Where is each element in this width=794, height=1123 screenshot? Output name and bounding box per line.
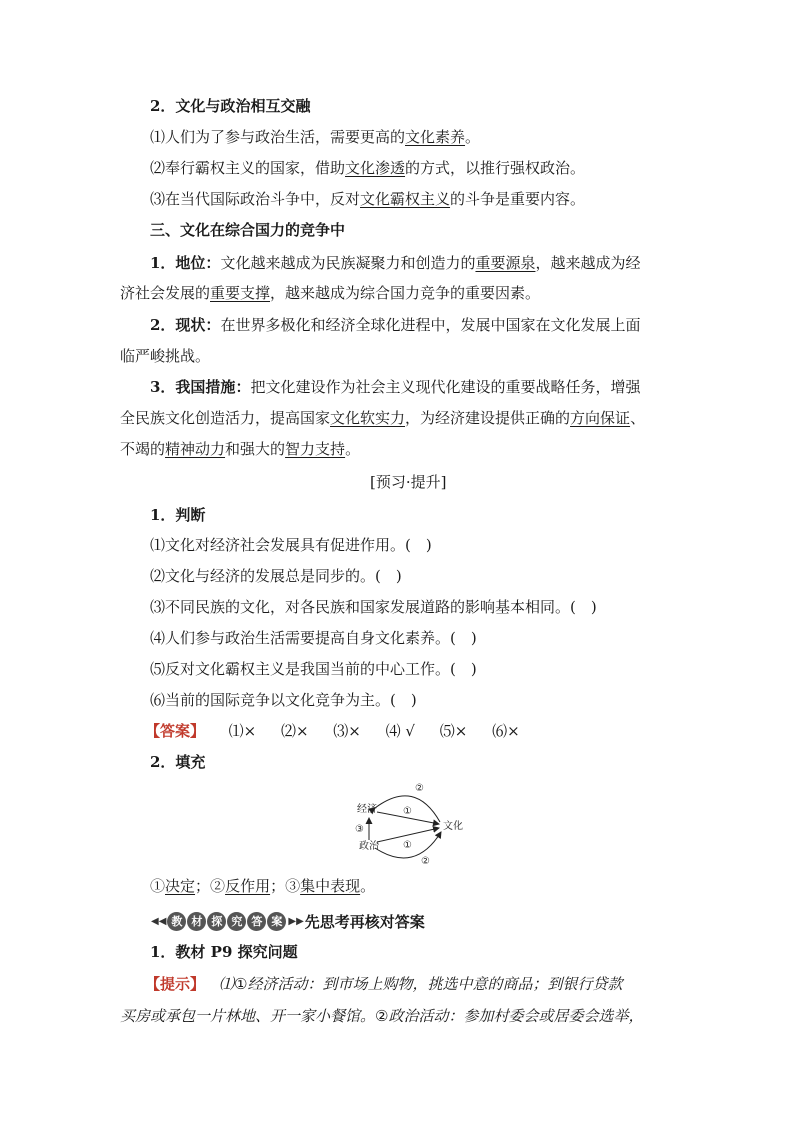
diagram-label-c2: ② <box>415 783 424 794</box>
banner-badge: 案 <box>267 912 286 931</box>
preview-title: [预习·提升] <box>370 473 447 491</box>
judge-item: ⑷人们参与政治生活需要提高自身文化素养。( ) <box>150 629 477 647</box>
banner-badge: 材 <box>187 912 206 931</box>
answer-item: ⑶× <box>333 722 361 740</box>
paragraph-line: 济社会发展的重要支撑，越来越成为综合国力竞争的重要因素。 <box>120 284 541 302</box>
explore-question-heading: 1．教材 P9 探究问题 <box>150 943 298 961</box>
hint-line: 【提示】 ⑴①经济活动：到市场上购物，挑选中意的商品；到银行贷款 <box>145 975 623 993</box>
section-heading: 三、文化在综合国力的竞争中 <box>150 221 346 239</box>
underlined-answer: 智力支持 <box>285 440 346 458</box>
double-left-arrow-icon: ◀◀ <box>151 915 167 927</box>
underlined-answer: 方向保证 <box>570 409 631 427</box>
paragraph-line: ⑶在当代国际政治斗争中，反对文化霸权主义的斗争是重要内容。 <box>150 190 586 208</box>
paragraph-line: 临严峻挑战。 <box>120 347 211 365</box>
paragraph-line: ⑵奉行霸权主义的国家，借助文化渗透的方式，以推行强权政治。 <box>150 159 586 177</box>
diagram-label-economy: 经济 <box>357 804 377 815</box>
answer-item: ⑵× <box>280 722 309 740</box>
paragraph-line: 不竭的精神动力和强大的智力支持。 <box>120 440 361 458</box>
judge-item: ⑹当前的国际竞争以文化竞争为主。( ) <box>150 691 417 709</box>
underlined-answer: 文化霸权主义 <box>360 190 451 208</box>
judge-heading: 1．判断 <box>150 506 206 524</box>
underlined-answer: 精神动力 <box>165 440 226 458</box>
relation-diagram <box>345 778 475 868</box>
paragraph-line: 3．我国措施：把文化建设作为社会主义现代化建设的重要战略任务，增强 <box>150 378 641 396</box>
paragraph-line: 2．现状：在世界多极化和经济全球化进程中，发展中国家在文化发展上面 <box>150 316 641 334</box>
judge-item: ⑶不同民族的文化，对各民族和国家发展道路的影响基本相同。( ) <box>150 598 597 616</box>
paragraph-line: ⑴人们为了参与政治生活，需要更高的文化素养。 <box>150 128 481 146</box>
underlined-answer: 决定 <box>165 877 196 895</box>
answer-label: 【答案】 <box>145 722 206 740</box>
answer-line <box>145 721 540 741</box>
underlined-answer: 重要源泉 <box>475 254 536 272</box>
answer-item: ⑴× <box>228 722 257 740</box>
banner-badge: 教 <box>167 912 186 931</box>
hint-label: 【提示】 <box>145 975 206 993</box>
diagram-label-culture: 文化 <box>443 821 463 832</box>
diagram-label-c1-bottom: ① <box>403 840 412 851</box>
underlined-answer: 反作用 <box>225 877 271 895</box>
answer-item: ⑸× <box>439 722 468 740</box>
paragraph-line: 1．地位：文化越来越成为民族凝聚力和创造力的重要源泉，越来越成为经 <box>150 254 641 272</box>
judge-item: ⑵文化与经济的发展总是同步的。( ) <box>150 567 402 585</box>
answer-item: ⑷ √ <box>385 722 415 740</box>
underlined-answer: 集中表现 <box>300 877 361 895</box>
paragraph-line: 全民族文化创造活力，提高国家文化软实力，为经济建设提供正确的方向保证、 <box>120 409 646 427</box>
fill-heading: 2．填充 <box>150 753 206 771</box>
hint-line: 买房或承包一片林地、开一家小餐馆。②政治活动：参加村委会或居委会选举， <box>120 1007 644 1025</box>
explore-banner <box>150 910 425 932</box>
banner-badge: 探 <box>207 912 226 931</box>
judge-item: ⑴文化对经济社会发展具有促进作用。( ) <box>150 536 432 554</box>
explore-title: 先思考再核对答案 <box>304 912 425 931</box>
diagram-label-c1-top: ① <box>403 806 412 817</box>
judge-item: ⑸反对文化霸权主义是我国当前的中心工作。( ) <box>150 660 477 678</box>
answer-item: ⑹× <box>492 722 520 740</box>
underlined-answer: 重要支撑 <box>210 284 271 302</box>
underlined-answer: 文化渗透 <box>345 159 406 177</box>
diagram-label-c2-bottom: ② <box>421 856 430 867</box>
banner-badge: 究 <box>227 912 246 931</box>
underlined-answer: 文化软实力 <box>330 409 406 427</box>
diagram-label-c3: ③ <box>355 824 364 835</box>
section-heading: 2．文化与政治相互交融 <box>150 97 311 115</box>
double-right-arrow-icon: ▶▶ <box>288 915 304 927</box>
diagram-label-politics: 政治 <box>359 841 379 852</box>
banner-badge: 答 <box>247 912 266 931</box>
underlined-answer: 文化素养 <box>405 128 466 146</box>
fill-answer-line: ①决定；②反作用；③集中表现。 <box>150 877 376 895</box>
